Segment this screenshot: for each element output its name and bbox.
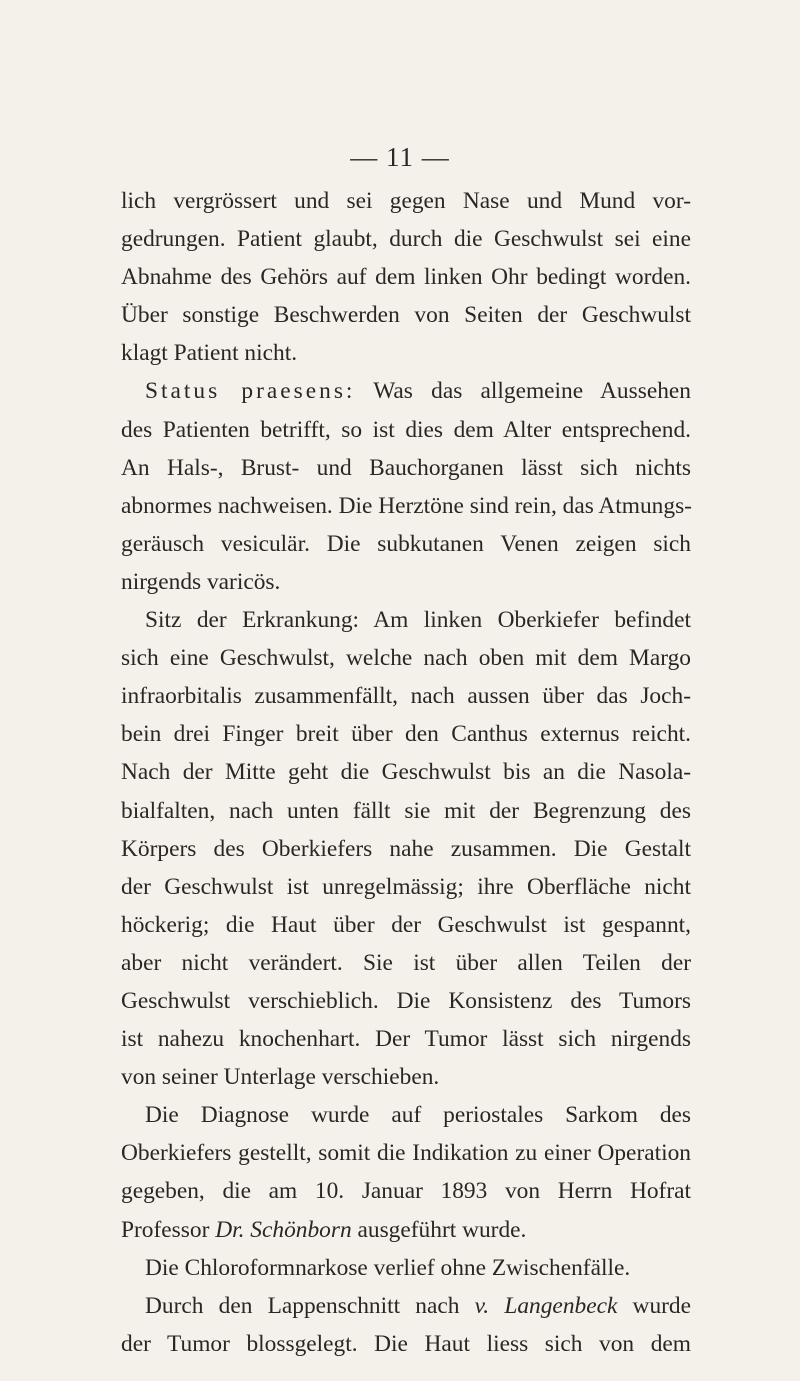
text-line: aber nicht verändert. Sie ist über allen Teilen der <box>121 949 691 976</box>
text-line: Professor Dr. Schönborn ausgeführt wurde. <box>121 1216 527 1243</box>
section-heading-status: Status praesens: <box>145 378 356 405</box>
text-line: abnormes nachweisen. Die Herztöne sind rein, das Atmungs- <box>121 492 692 519</box>
text-line: An Hals-, Brust- und Bauchorganen lässt sich nichts <box>121 454 691 481</box>
text-line: von seiner Unterlage verschieben. <box>121 1064 440 1091</box>
text-line: klagt Patient nicht. <box>121 340 298 367</box>
text-line: infraorbitalis zusammenfällt, nach aussen über das Joch- <box>121 683 691 710</box>
text-line: des Patienten betrifft, so ist dies dem Alter entsprechend. <box>121 416 691 443</box>
text-line: der Tumor blossgelegt. Die Haut liess sich von dem <box>121 1330 691 1357</box>
person-name: Dr. Schönborn <box>215 1216 352 1243</box>
text-line: Die Chloroformnarkose verlief ohne Zwischenfälle. <box>145 1254 631 1281</box>
text-line: Abnahme des Gehörs auf dem linken Ohr bedingt worden. <box>121 264 691 291</box>
text-line: geräusch vesiculär. Die subkutanen Venen zeigen sich <box>121 530 691 557</box>
text-line: Durch den Lappenschnitt nach v. Langenbeck wurde <box>145 1292 692 1319</box>
text-line: Sitz der Erkrankung: Am linken Oberkiefer befindet <box>145 607 691 634</box>
text-line: der Geschwulst ist unregelmässig; ihre Oberfläche nicht <box>121 873 691 900</box>
text-line: nirgends varicös. <box>121 568 281 595</box>
text-line: höckerig; die Haut über der Geschwulst ist gespannt, <box>121 911 691 938</box>
text-line: Status praesens: Was das allgemeine Aussehen <box>145 378 691 405</box>
text-line: sich eine Geschwulst, welche nach oben mit dem Margo <box>121 645 691 672</box>
text-line: Die Diagnose wurde auf periostales Sarkom des <box>145 1102 691 1129</box>
text-line: Körpers des Oberkiefers nahe zusammen. Die Gestalt <box>121 835 691 862</box>
text-line: Über sonstige Beschwerden von Seiten der Geschwulst <box>121 302 691 329</box>
text-line: gegeben, die am 10. Januar 1893 von Herrn Hofrat <box>121 1178 691 1205</box>
text-line: bein drei Finger breit über den Canthus externus reicht. <box>121 721 691 748</box>
text-line: Nach der Mitte geht die Geschwulst bis an die Nasola- <box>121 759 691 786</box>
text-line: Oberkiefers gestellt, somit die Indikation zu einer Operation <box>121 1140 691 1167</box>
text-line: lich vergrössert und sei gegen Nase und Mund vor- <box>121 188 691 214</box>
person-name: v. Langenbeck <box>474 1292 618 1319</box>
body-text <box>121 182 691 1363</box>
page-number: — 11 — <box>350 142 450 172</box>
text-line: gedrungen. Patient glaubt, durch die Geschwulst sei eine <box>121 226 691 253</box>
text-line: bialfalten, nach unten fällt sie mit der Begrenzung des <box>121 797 691 824</box>
text-line: Geschwulst verschieblich. Die Konsistenz des Tumors <box>121 987 691 1014</box>
text-line: ist nahezu knochenhart. Der Tumor lässt sich nirgends <box>121 1026 691 1053</box>
